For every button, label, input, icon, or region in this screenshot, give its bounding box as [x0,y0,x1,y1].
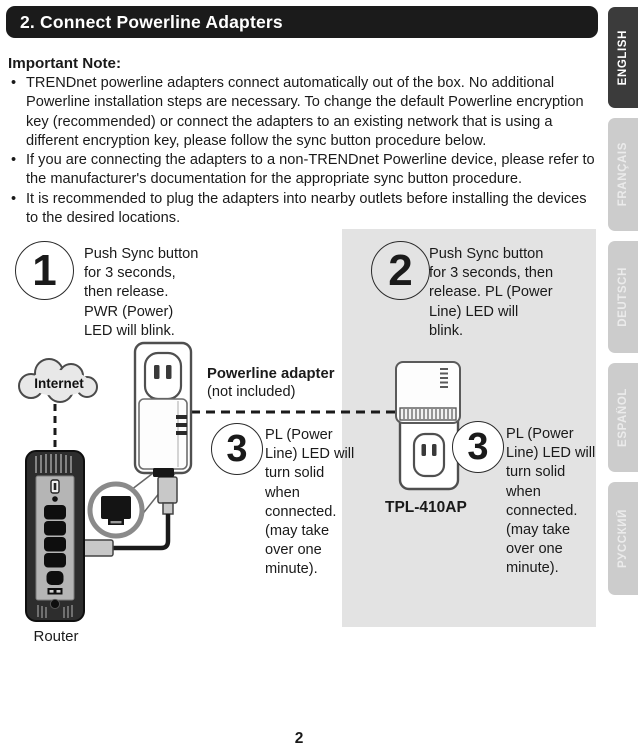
step-2-number: 2 [388,245,413,295]
step-3-badge [452,421,504,473]
outlet-socket [145,353,181,399]
router-label: Router [33,628,79,645]
ethernet-port-icon [101,496,131,519]
step-1-badge [15,241,74,300]
powerline-adapter-illustration [130,341,196,481]
router-button [52,496,58,502]
device-model-label: TPL-410AP [385,499,467,516]
outlet-socket [414,434,444,476]
important-note-heading: Important Note: [8,55,122,72]
tpl410ap-illustration [392,361,468,497]
step-3-badge [211,423,263,475]
router-power-jack [50,599,59,608]
powerline-adapter-label: Powerline adapter [207,366,335,382]
note-bullet: • If you are connecting the adapters to a non-TRENDnet Powerline device, please refer to the manufacturer's documentation for the appropriate sync button procedure. [8,151,598,190]
router-illustration [24,447,86,625]
router-wan-port [47,571,64,585]
tab-english-label: ENGLISH [617,29,629,86]
internet-label: Internet [34,376,84,391]
note-bullet: • TRENDnet powerline adapters connect automatically out of the box. No additional Powerline installation steps are necessary. To change the default Powerline encryption key (recommended) or connect the adapters to an existing network that is using a different encryption key, please follow the sync button procedure below. [8,74,598,151]
important-note-list [8,74,598,228]
adapter-led-stripes [176,415,187,435]
internet-cloud-icon [10,355,106,405]
note-bullet: • It is recommended to plug the adapters into nearby outlets before installing the devices to the desired locations. [8,190,598,229]
tab-deutsch-label: DEUTSCH [617,267,629,327]
ethernet-port-callout [86,480,146,540]
step-1-number: 1 [32,245,57,295]
tab-francais-label: FRANÇAIS [617,142,629,207]
adapter-grill [400,408,456,420]
step-3-text: PL (Power Line) LED will turn solid when connected. (may take over one minute). [265,427,355,578]
page-number: 2 [294,730,304,747]
ethernet-plug-neck [163,503,173,514]
step-3-text: PL (Power Line) LED will turn solid when connected. (may take over one minute). [506,426,596,577]
step-1-text: Push Sync button for 3 seconds, then release. PWR (Power) LED will blink. [84,246,199,339]
step-2-text: Push Sync button for 3 seconds, then release. PL (Power Line) LED will blink. [429,246,554,339]
step-2-badge [371,241,430,300]
tab-francais[interactable] [608,118,638,231]
powerline-adapter-sublabel: (not included) [207,384,296,400]
tab-english[interactable] [608,7,638,108]
section-header [6,6,598,38]
step-3-number: 3 [467,425,489,468]
step-3-number: 3 [226,427,248,470]
adapter-ethernet-jack [153,468,174,477]
tab-espanol-label: ESPAÑOL [617,388,629,447]
tab-russian-label: РУССКИЙ [617,508,629,569]
page-title: 2. Connect Powerline Adapters [20,11,283,32]
